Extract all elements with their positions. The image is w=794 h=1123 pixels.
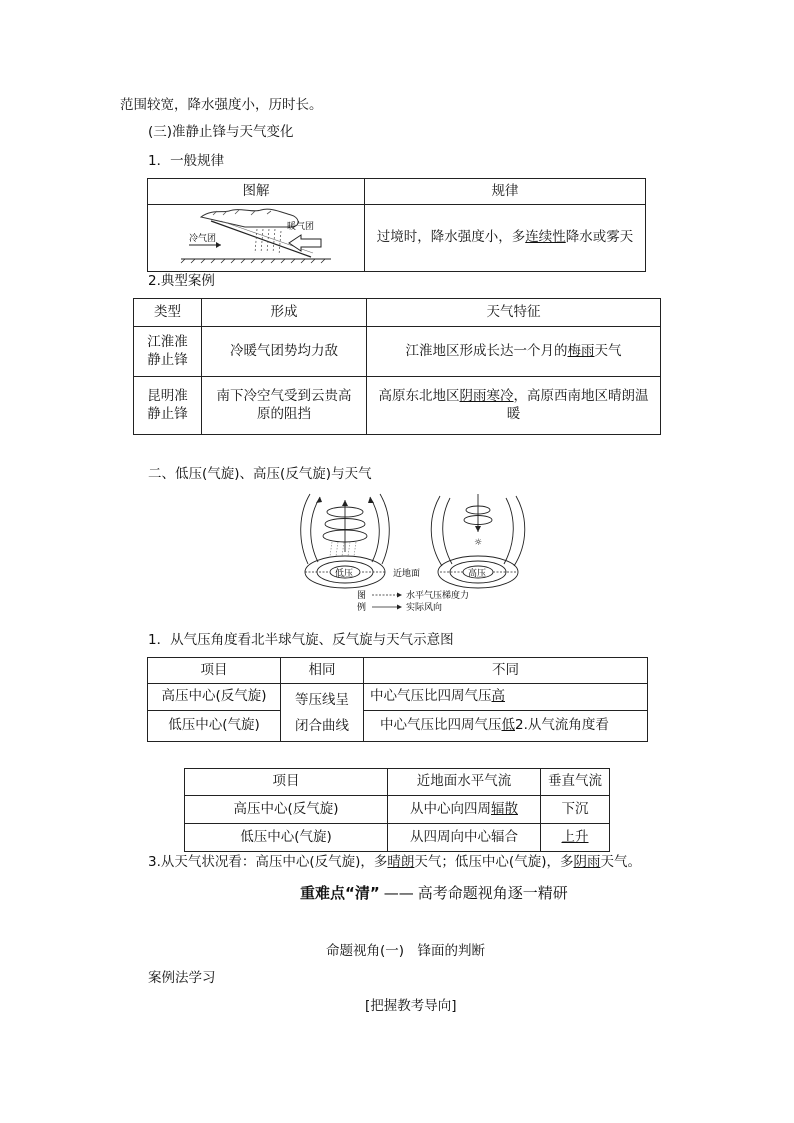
case-type-line1: 江淮准 — [147, 333, 188, 350]
weather-line2: 暖 — [506, 405, 521, 422]
table-row — [134, 327, 661, 377]
case-header-weather: 天气特征 — [367, 299, 661, 327]
high-pressure-label: 高压 — [468, 569, 487, 579]
warm-air-label: 暖气团 — [287, 222, 315, 232]
rule-header-diagram: 图解 — [148, 179, 365, 205]
airflow-header-horizontal: 近地面水平气流 — [388, 769, 541, 796]
case-weather-cell — [367, 377, 661, 435]
case-study-label: 案例法学习 — [148, 970, 216, 986]
view-title: 命题视角(一) 锋面的判断 — [326, 943, 486, 959]
horiz-pre: 从四周向中心辐合 — [410, 828, 518, 845]
case-table — [133, 298, 661, 435]
case-formation-cell: 冷暖气团势均力敌 — [202, 327, 367, 377]
case-type-cell — [134, 377, 202, 435]
formation-line1: 南下冷空气受到云贵高 — [216, 387, 352, 404]
same-line1: 等压线呈 — [295, 692, 349, 708]
weather-line-mid: 天气；低压中心(气旋)，多 — [414, 854, 574, 870]
banner-rest: 高考命题视角逐一精研 — [417, 884, 568, 902]
case-type-line2: 静止锋 — [147, 405, 188, 422]
pressure-header-item: 项目 — [148, 658, 281, 684]
cyclone-anticyclone-figure — [300, 492, 535, 617]
case-header-formation: 形成 — [202, 299, 367, 327]
ground-label: 近地面 — [393, 569, 421, 579]
weather-pre: 高原东北地区 — [378, 387, 460, 404]
front-diagram-cell — [148, 205, 365, 272]
airflow-item-cell: 高压中心(反气旋) — [185, 796, 388, 824]
case-header-type: 类型 — [134, 299, 202, 327]
airflow-horizontal-cell — [388, 824, 541, 852]
legend-title-1: 图 — [357, 591, 367, 601]
section-heading: (三)准静止锋与天气变化 — [148, 124, 294, 140]
same-line2: 闭合曲线 — [295, 717, 349, 734]
vertical-underlined: 上升 — [561, 828, 589, 845]
diff-underlined: 高 — [491, 688, 505, 705]
weather-underlined: 梅雨 — [567, 342, 595, 359]
case-weather-cell — [367, 327, 661, 377]
rule-text-underlined: 连续性 — [525, 229, 566, 245]
rule-text-pre: 过境时，降水强度小，多 — [376, 229, 526, 245]
airflow-table — [184, 768, 610, 852]
case-formation-cell — [202, 377, 367, 435]
rule-table — [147, 178, 646, 272]
airflow-item-cell: 低压中心(气旋) — [185, 824, 388, 852]
case-type-cell — [134, 327, 202, 377]
airflow-vertical-cell: 下沉 — [541, 796, 610, 824]
rule-heading: 1．一般规律 — [148, 153, 225, 169]
part2-heading: 二、低压(气旋)、高压(反气旋)与天气 — [148, 466, 372, 482]
legend-dashed-label: 水平气压梯度力 — [406, 591, 470, 601]
diff-pre: 中心气压比四周气压 — [380, 717, 502, 734]
rule-text-post: 降水或雾天 — [565, 229, 634, 245]
table-row — [148, 711, 648, 742]
section-banner — [300, 884, 568, 902]
horiz-underlined: 辐散 — [491, 800, 518, 817]
guide-label: [把握教考导向] — [365, 998, 457, 1014]
weather-post: 天气 — [594, 342, 622, 359]
case-type-line1: 昆明准 — [147, 387, 188, 404]
rule-header-rule: 规律 — [365, 179, 646, 205]
table-row — [185, 796, 610, 824]
airflow-header-vertical: 垂直气流 — [541, 769, 610, 796]
weather-pre: 江淮地区形成长达一个月的 — [405, 342, 568, 359]
airflow-vertical-cell — [541, 824, 610, 852]
pressure-item-cell: 高压中心(反气旋) — [148, 684, 281, 711]
weather-underlined: 阴雨寒冷 — [459, 387, 514, 404]
pressure-same-cell — [281, 684, 364, 742]
diff-pre: 中心气压比四周气压 — [370, 688, 492, 705]
intro-line: 范围较宽，降水强度小，历时长。 — [120, 97, 323, 113]
stationary-front-diagram — [161, 205, 351, 265]
pressure-diff-cell — [364, 684, 648, 711]
table-row — [148, 684, 648, 711]
pressure-heading: 1．从气压角度看北半球气旋、反气旋与天气示意图 — [148, 632, 454, 648]
banner-dash: —— — [383, 884, 414, 902]
airflow-header-item: 项目 — [185, 769, 388, 796]
formation-line2: 原的阻挡 — [257, 405, 311, 422]
pressure-diff-cell — [364, 711, 648, 742]
weather-line-u2: 阴雨 — [573, 854, 601, 870]
diff-tail: 2.从气流角度看 — [515, 717, 609, 734]
case-heading: 2.典型案例 — [148, 273, 215, 289]
diff-underlined: 低 — [501, 717, 515, 734]
sun-icon: ☼ — [474, 538, 483, 548]
rule-text-cell — [365, 205, 646, 272]
banner-bold: 重难点“清” — [300, 884, 380, 902]
weather-line-pre: 3.从天气状况看：高压中心(反气旋)，多 — [148, 854, 388, 870]
weather-line-u1: 晴朗 — [387, 854, 415, 870]
horiz-pre: 从中心向四周 — [410, 800, 491, 817]
table-row — [134, 377, 661, 435]
cold-air-label: 冷气团 — [189, 234, 217, 244]
weather-line-post: 天气。 — [600, 854, 641, 870]
pressure-item-cell: 低压中心(气旋) — [148, 711, 281, 742]
pressure-header-diff: 不同 — [364, 658, 648, 684]
pressure-header-same: 相同 — [281, 658, 364, 684]
case-type-line2: 静止锋 — [147, 351, 188, 368]
weather-line — [148, 854, 641, 870]
airflow-horizontal-cell — [388, 796, 541, 824]
weather-mid: ，高原西南地区晴朗温 — [513, 387, 649, 404]
legend-solid-label: 实际风向 — [406, 603, 443, 613]
low-pressure-label: 低压 — [335, 569, 354, 579]
table-row — [185, 824, 610, 852]
pressure-table — [147, 657, 648, 742]
legend-title-2: 例 — [357, 603, 367, 613]
